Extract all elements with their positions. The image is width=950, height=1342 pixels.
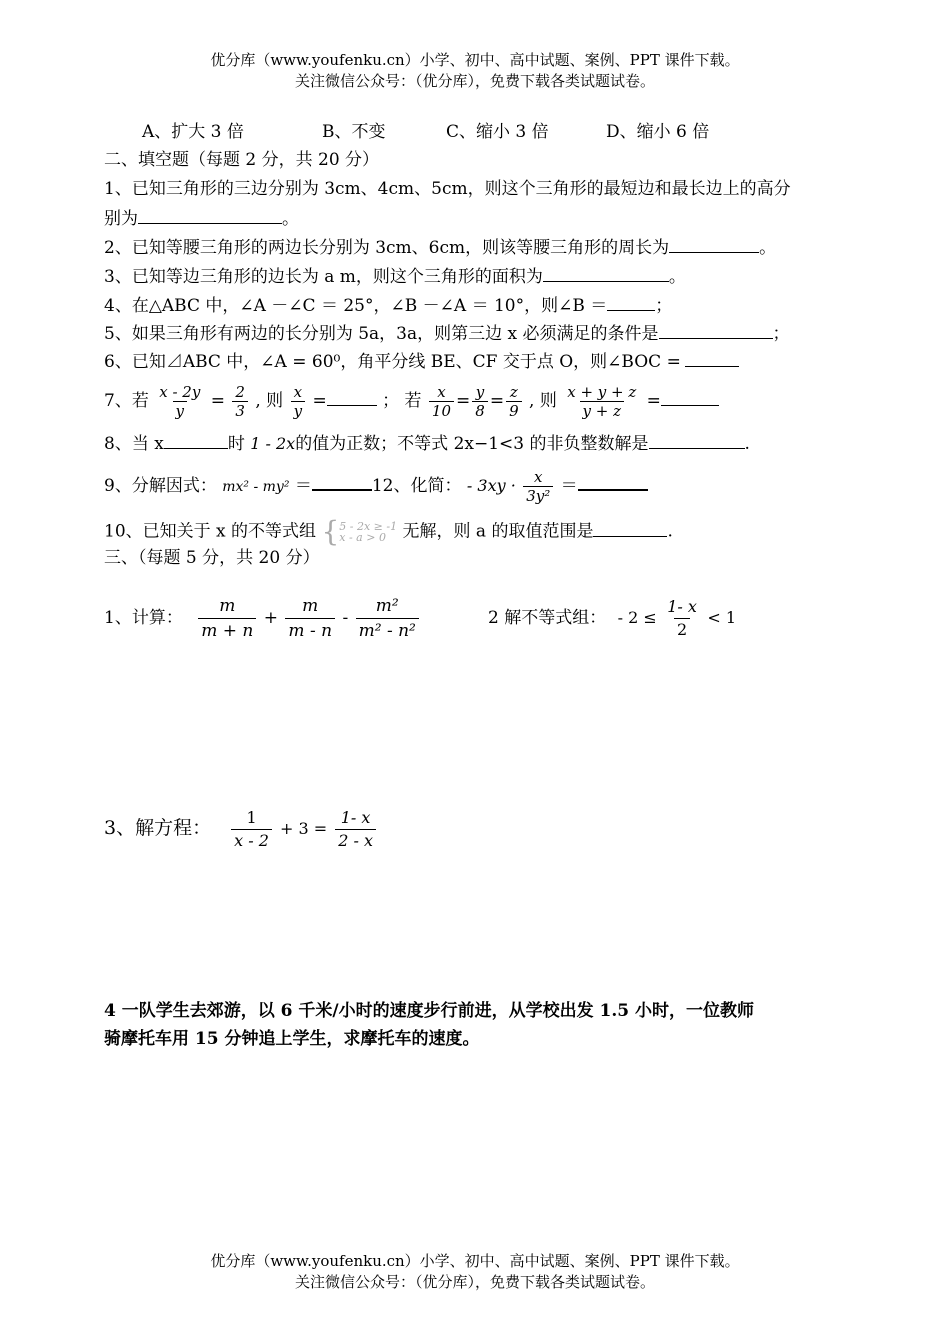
page-footer-line2: 关注微信公众号：（优分库），免费下载各类试题试卷。 — [294, 1273, 655, 1291]
question-7: 7、若 $\frac{x - 2y}{y}$ = $\frac{2}{3}$ , 则 $\frac{x}{y}$ = ； 若 $\frac{x}{10}$ = $\frac{y}{8}$ = $\frac{z}{9}$ , 则 $\frac{x + y + z}{y + z}$ = — [104, 381, 719, 421]
q7-fraction-4 — [429, 383, 454, 420]
s3-q3-fraction-1 — [231, 807, 272, 852]
question-8 — [104, 431, 750, 455]
page-header-line1: 优分库（www.youfenku.cn）小学、初中、高中试题、案例、PPT 课件下载。 — [210, 51, 740, 69]
question-12-expr: - 3xy · — [466, 476, 516, 495]
question-3-end: 。 — [668, 267, 686, 287]
section2-title: 二、填空题（每题 2 分，共 20 分） — [104, 150, 380, 170]
question-8-end: . — [744, 434, 750, 454]
question-8-text-c: 的值为正数；不等式 2x−1<3 的非负整数解是 — [295, 434, 649, 454]
question-1-text: 别为 — [104, 209, 138, 229]
section3-question-1 — [104, 592, 421, 644]
q7-f5-num: y — [475, 383, 485, 401]
q7-fraction-2 — [232, 383, 248, 420]
question-5-text: 5、如果三角形有两边的长分别为 5a，3a，则第三边 x 必须满足的条件是 — [104, 324, 659, 344]
q7-eq2: = — [312, 391, 327, 411]
question-2 — [104, 235, 776, 259]
q12-num: x — [534, 468, 543, 486]
page-footer-line1: 优分库（www.youfenku.cn）小学、初中、高中试题、案例、PPT 课件下载。 — [210, 1252, 740, 1270]
s3-q3-fraction-2 — [335, 807, 376, 852]
q7-fraction-7 — [564, 383, 639, 420]
option-d: D、缩小 6 倍 — [606, 122, 710, 142]
question-2-end: 。 — [759, 238, 777, 258]
q7-f2-num: 2 — [235, 383, 245, 401]
q7-semi: ； 若 — [382, 391, 422, 411]
question-3 — [104, 264, 686, 288]
answer-blank-10[interactable] — [593, 519, 667, 537]
question-9-expr: mx² - my² — [222, 479, 290, 495]
s3-q1-f1-num: m — [219, 596, 236, 616]
s3-q3-f2-den: 2 - x — [335, 829, 376, 852]
s3-q3-f2-num: 1- x — [340, 807, 371, 827]
question-12-eq: ＝ — [560, 476, 578, 496]
s3-q1-f3-den: m² - n² — [356, 618, 419, 643]
answer-blank-3[interactable] — [543, 264, 669, 282]
q7-eq1: = — [210, 391, 225, 411]
q7-f3-den: y — [291, 401, 305, 420]
q7-then: , 则 — [255, 391, 284, 411]
s3-q1-f3-num: m² — [375, 596, 399, 616]
s3-q2-num: 1- x — [667, 597, 697, 616]
s3-q1-op1: + — [263, 608, 279, 628]
s3-q2-den: 2 — [674, 618, 690, 641]
q7-f7-den: y + z — [580, 401, 624, 420]
section3-question-3 — [104, 806, 378, 852]
s3-q2-left: - 2 ≤ — [617, 608, 657, 627]
q7-fraction-3 — [291, 383, 305, 420]
section3-question-2 — [488, 592, 736, 644]
question-9-eq: ＝ — [294, 476, 312, 496]
s3-q1-op2: - — [342, 608, 349, 628]
q7-f7-num: x + y + z — [567, 383, 637, 401]
s3-q1-f1-den: m + n — [198, 618, 256, 643]
answer-blank-12[interactable] — [578, 472, 648, 491]
q7-f6-num: z — [509, 383, 518, 401]
question-6 — [104, 349, 739, 373]
q10-sys-line2: x - a > 0 — [339, 531, 386, 544]
q10-system — [321, 515, 398, 548]
question-8-expr: 1 - 2x — [250, 434, 296, 453]
question-8-text-b: 时 — [227, 434, 245, 454]
option-a: A、扩大 3 倍 — [142, 122, 244, 142]
section3-title: 三、（每题 5 分，共 20 分） — [104, 548, 320, 568]
q10-sys-line1: 5 - 2x ≥ -1 — [339, 520, 398, 533]
s3-q2-fraction — [664, 596, 700, 641]
q7-f5-den: 8 — [472, 401, 488, 420]
answer-blank-7b[interactable] — [661, 388, 719, 406]
q7-f6-den: 9 — [506, 401, 522, 420]
question-1-line2 — [104, 206, 299, 230]
question-5-end: ； — [772, 324, 790, 344]
question-6-text: 6、已知⊿ABC 中，∠A = 60⁰，角平分线 BE、CF 交于点 O，则∠BOC = — [104, 352, 681, 372]
answer-blank-5[interactable] — [659, 321, 773, 339]
question-10-text-a: 10、已知关于 x 的不等式组 — [104, 521, 317, 542]
question-10 — [104, 515, 673, 548]
page-header-line2: 关注微信公众号：（优分库），免费下载各类试题试卷。 — [294, 72, 655, 90]
question-5 — [104, 321, 790, 345]
question-4-end: ； — [655, 296, 673, 316]
answer-blank-4[interactable] — [607, 293, 655, 311]
s3-q1-fraction-2 — [285, 594, 335, 643]
s3-q1-fraction-1 — [198, 594, 256, 643]
q7-f2-den: 3 — [232, 401, 248, 420]
s3-q3-text: 3、解方程： — [104, 817, 212, 839]
answer-blank-1[interactable] — [138, 206, 282, 224]
q7-fraction-6 — [506, 383, 522, 420]
q7-fraction-1 — [156, 383, 203, 420]
s3-q2-right: < 1 — [707, 608, 736, 627]
answer-blank-9[interactable] — [312, 472, 372, 491]
question-4 — [104, 293, 672, 317]
s3-q1-text: 1、计算： — [104, 608, 183, 628]
q7-f3-num: x — [293, 383, 303, 401]
s3-q1-f2-den: m - n — [285, 618, 335, 643]
answer-blank-8a[interactable] — [164, 431, 228, 449]
brace-icon: { — [321, 515, 340, 548]
s3-q3-f1-num: 1 — [246, 807, 257, 827]
q7-f4-den: 10 — [429, 401, 454, 420]
answer-blank-8b[interactable] — [649, 431, 745, 449]
s3-q3-f1-den: x - 2 — [231, 829, 272, 852]
question-10-text-b: 无解，则 a 的取值范围是 — [402, 521, 594, 542]
question-9-12 — [104, 466, 648, 507]
section3-question-4-line1: 4 一队学生去郊游，以 6 千米/小时的速度步行前进，从学校出发 1.5 小时，一位教师 — [104, 1001, 755, 1021]
option-b: B、不变 — [322, 122, 386, 142]
question-3-text: 3、已知等边三角形的边长为 a m，则这个三角形的面积为 — [104, 267, 543, 287]
s3-q3-mid: + 3 = — [279, 819, 328, 838]
q7-f4-num: x — [437, 383, 446, 401]
s3-q1-f2-num: m — [302, 596, 319, 616]
question-9-text: 9、分解因式： — [104, 476, 217, 496]
q12-den: 3y² — [523, 486, 553, 505]
question-10-end: . — [667, 521, 673, 542]
q7-fraction-5 — [472, 383, 488, 420]
s3-q1-fraction-3 — [356, 594, 419, 643]
section3-question-4-line2: 骑摩托车用 15 分钟追上学生，求摩托车的速度。 — [104, 1029, 480, 1049]
answer-blank-6[interactable] — [685, 349, 739, 367]
question-7-prefix: 7、若 — [104, 391, 149, 411]
s3-q2-text: 2 解不等式组： — [488, 608, 607, 628]
answer-blank-7a[interactable] — [327, 388, 377, 406]
q10-system-lines — [339, 521, 397, 543]
question-2-text: 2、已知等腰三角形的两边长分别为 3cm、6cm，则该等腰三角形的周长为 — [104, 238, 670, 258]
question-1-end: 。 — [282, 209, 299, 229]
option-c: C、缩小 3 倍 — [446, 122, 549, 142]
question-1-line1: 1、已知三角形的三边分别为 3cm、4cm、5cm，则这个三角形的最短边和最长边上的高分 — [104, 179, 791, 199]
q7-f1-num: x - 2y — [159, 383, 201, 401]
question-8-text-a: 8、当 x — [104, 434, 164, 454]
q12-fraction — [523, 468, 553, 505]
q7-then2: , 则 — [529, 391, 557, 411]
q7-f1-den: y — [173, 401, 187, 420]
answer-blank-2[interactable] — [669, 235, 759, 253]
question-12-text: 12、化简： — [371, 476, 462, 496]
question-4-text: 4、在△ABC 中，∠A －∠C ＝ 25°，∠B －∠A ＝ 10°，则∠B ＝ — [104, 296, 608, 316]
